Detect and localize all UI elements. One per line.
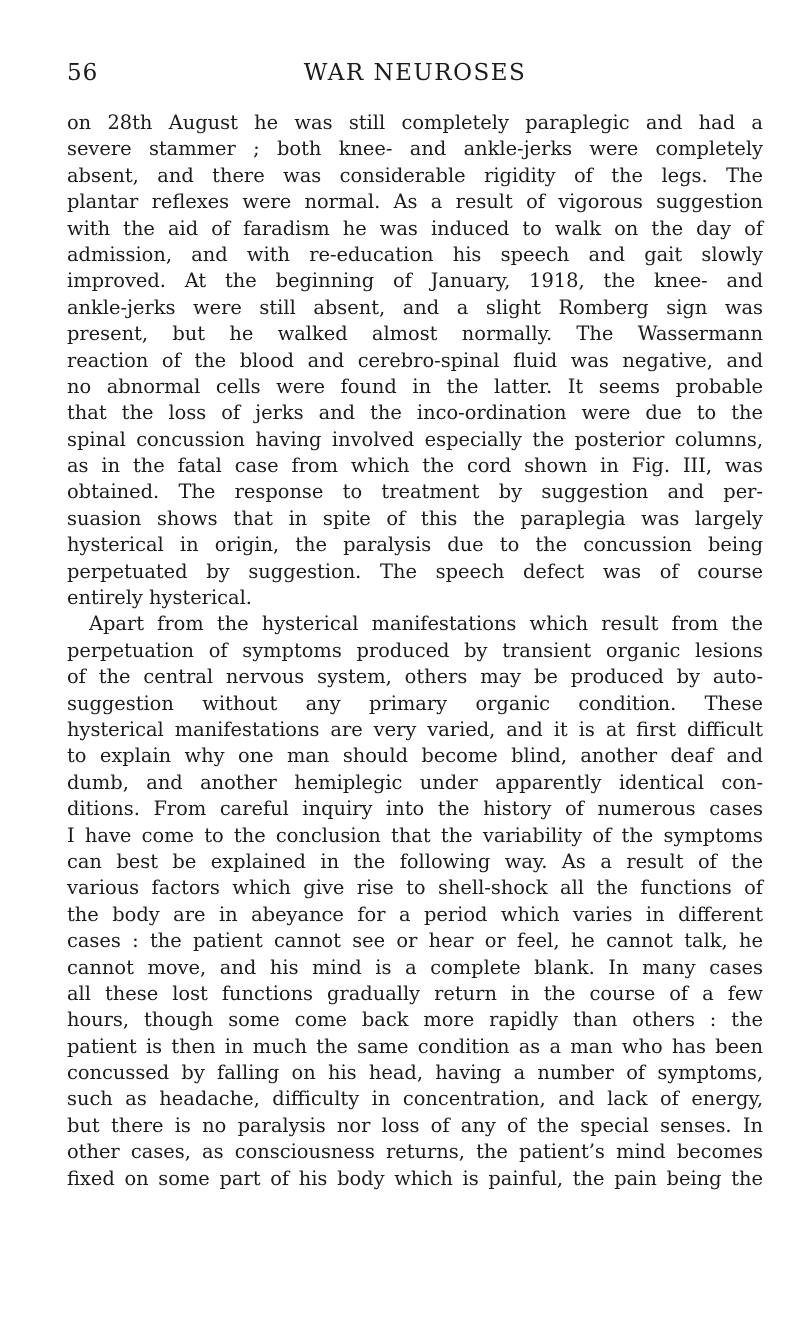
text-line: no abnormal cells were found in the latter. It seems probable	[67, 374, 763, 398]
text-line: spinal concussion having involved especially the posterior columns,	[67, 427, 763, 451]
text-line: with the aid of faradism he was induced to walk on the day of	[67, 216, 763, 240]
text-line: obtained. The response to treatment by suggestion and per-	[67, 480, 763, 504]
text-line: cannot move, and his mind is a complete blank. In many cases	[67, 955, 763, 979]
text-line: fixed on some part of his body which is painful, the pain being the	[67, 1166, 763, 1190]
text-line: severe stammer ; both knee- and ankle-jerks were completely	[67, 137, 763, 161]
text-line: can best be explained in the following way. As a result of the	[67, 849, 763, 873]
text-line: such as headache, difficulty in concentration, and lack of energy,	[67, 1087, 763, 1111]
text-line: plantar reflexes were normal. As a result of vigorous suggestion	[67, 190, 763, 214]
text-line: of the central nervous system, others may be produced by auto-	[67, 665, 763, 689]
text-line: improved. At the beginning of January, 1918, the knee- and	[67, 269, 763, 293]
text-line: ankle-jerks were still absent, and a slight Romberg sign was	[67, 295, 763, 319]
text-line: that the loss of jerks and the inco-ordination were due to the	[67, 401, 763, 425]
text-line: hysterical manifestations are very varied, and it is at first difficult	[67, 717, 763, 741]
text-line: admission, and with re-education his speech and gait slowly	[67, 242, 763, 266]
text-line: reaction of the blood and cerebro-spinal fluid was negative, and	[67, 348, 763, 372]
text-line: suasion shows that in spite of this the paraplegia was largely	[67, 506, 763, 530]
text-line: all these lost functions gradually return in the course of a few	[67, 981, 763, 1005]
text-line: as in the fatal case from which the cord shown in Fig. III, was	[67, 454, 763, 478]
text-line: entirely hysterical.	[67, 586, 252, 610]
text-line: suggestion without any primary organic condition. These	[67, 691, 763, 715]
text-line: hours, though some come back more rapidly than others : the	[67, 1008, 763, 1032]
text-line: absent, and there was considerable rigidity of the legs. The	[67, 163, 763, 187]
text-line: Apart from the hysterical manifestations which result from the	[89, 612, 763, 636]
text-line: cases : the patient cannot see or hear or feel, he cannot talk, he	[67, 929, 763, 953]
text-line: other cases, as consciousness returns, the patient’s mind becomes	[67, 1140, 763, 1164]
text-line: various factors which give rise to shell-shock all the functions of	[67, 876, 763, 900]
text-line: perpetuated by suggestion. The speech defect was of course	[67, 559, 763, 583]
text-line: but there is no paralysis nor loss of any of the special senses. In	[67, 1113, 763, 1137]
page-number: 56	[67, 60, 99, 86]
text-line: hysterical in origin, the paralysis due to the concussion being	[67, 533, 763, 557]
text-line: the body are in abeyance for a period which varies in different	[67, 902, 763, 926]
text-line: I have come to the conclusion that the variability of the symptoms	[67, 823, 763, 847]
text-line: dumb, and another hemiplegic under apparently identical con-	[67, 770, 763, 794]
body-text	[67, 110, 763, 1192]
text-line: ditions. From careful inquiry into the history of numerous cases	[67, 797, 763, 821]
text-line: perpetuation of symptoms produced by transient organic lesions	[67, 638, 763, 662]
text-line: to explain why one man should become blind, another deaf and	[67, 744, 763, 768]
text-line: concussed by falling on his head, having a number of symptoms,	[67, 1061, 763, 1085]
text-line: present, but he walked almost normally. The Wassermann	[67, 322, 763, 346]
text-line: patient is then in much the same condition as a man who has been	[67, 1034, 763, 1058]
running-title: WAR NEUROSES	[303, 60, 527, 86]
running-head	[67, 60, 763, 90]
text-line: on 28th August he was still completely paraplegic and had a	[67, 111, 763, 134]
